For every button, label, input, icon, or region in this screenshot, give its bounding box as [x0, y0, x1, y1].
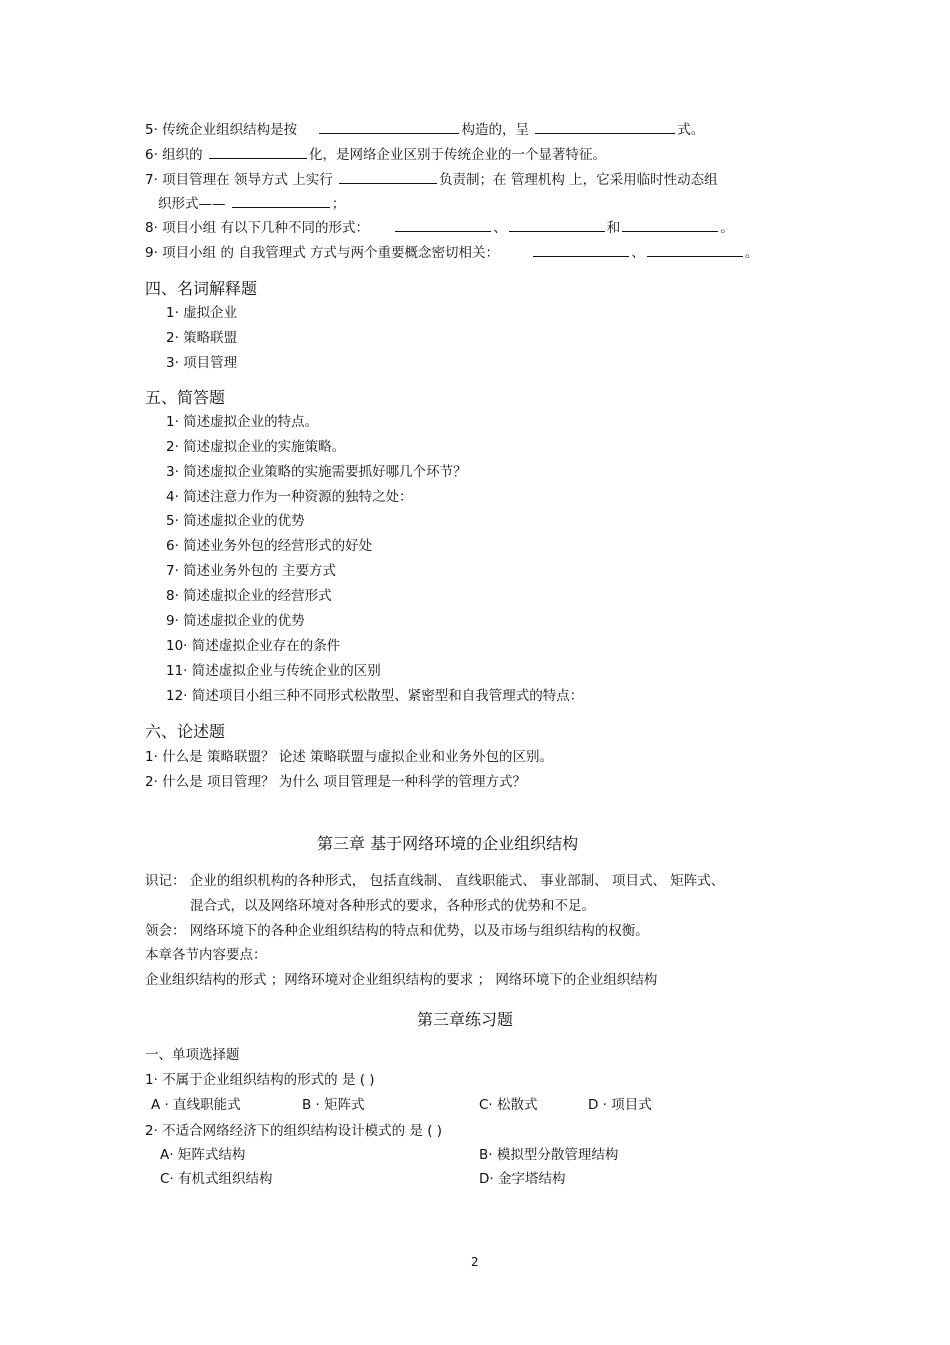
question-2: 2· 不适合网络经济下的组织结构设计模式的 是 ( ) — [145, 1123, 443, 1139]
fill-q5 — [145, 121, 704, 139]
page-number: 2 — [471, 1255, 479, 1269]
shiji-line-1: 识记： 企业的组织机构的各种形式， 包括直线制、 直线职能式、 事业部制、 项目式、 矩阵式、 — [145, 873, 725, 889]
section4-item: 1· 虚拟企业 — [166, 305, 238, 321]
q1-option-c: C· 松散式 — [479, 1097, 538, 1113]
section5-item: 5· 简述虚拟企业的优势 — [166, 513, 305, 529]
section5-item: 12· 简述项目小组三种不同形式松散型、紧密型和自我管理式的特点： — [166, 688, 584, 704]
fill-q8 — [145, 219, 734, 237]
fill-q7-text-d: ； — [331, 196, 346, 212]
section5-item: 7· 简述业务外包的 主要方式 — [166, 563, 336, 579]
fill-q7 — [145, 171, 718, 189]
points-line: 企业组织结构的形式 ；网络环境对企业组织结构的要求 ； 网络环境下的企业组织结构 — [145, 972, 658, 988]
fill-q9-text-b: 、 — [631, 245, 645, 261]
section4-item: 2· 策略联盟 — [166, 330, 238, 346]
q1-option-d: D · 项目式 — [588, 1097, 652, 1113]
fill-q6-text-b: 化，是网络企业区别于传统企业的一个显著特征。 — [308, 147, 606, 163]
section5-item: 6· 简述业务外包的经营形式的好处 — [166, 538, 373, 554]
fill-q8-text-b: 、 — [493, 220, 507, 236]
section5-item: 4· 简述注意力作为一种资源的独特之处： — [166, 489, 413, 505]
fill-q7-text-a: 7· 项目管理在 领导方式 上实行 — [145, 172, 333, 188]
section4-heading: 四、名词解释题 — [145, 279, 258, 298]
blank-field — [319, 121, 459, 134]
fill-q5-text-a: 5· 传统企业组织结构是按 — [145, 122, 298, 138]
fill-q6 — [145, 146, 606, 164]
fill-q5-text-b: 构造的，呈 — [461, 122, 529, 138]
linghui-line: 领会： 网络环境下的各种企业组织结构的特点和优势，以及市场与组织结构的权衡。 — [145, 923, 649, 939]
points-label: 本章各节内容要点： — [145, 947, 267, 963]
blank-field — [395, 219, 491, 232]
question-1: 1· 不属于企业组织结构的形式的 是 ( ) — [145, 1072, 375, 1088]
section6-heading: 六、论述题 — [145, 722, 226, 741]
blank-field — [339, 171, 437, 184]
fill-q8-text-d: 。 — [720, 220, 734, 236]
fill-q5-text-c: 式。 — [677, 122, 705, 138]
q2-option-a: A· 矩阵式结构 — [160, 1147, 246, 1163]
q2-option-c: C· 有机式组织结构 — [160, 1171, 273, 1187]
blank-field — [535, 121, 675, 134]
fill-q9-text-c: 。 — [744, 245, 759, 261]
fill-q8-text-a: 8· 项目小组 有以下几种不同的形式： — [145, 220, 369, 236]
section5-item: 8· 简述虚拟企业的经营形式 — [166, 588, 332, 604]
blank-field — [533, 244, 629, 257]
fill-q6-text-a: 6· 组织的 — [145, 147, 203, 163]
section5-heading: 五、简答题 — [145, 388, 226, 407]
fill-q9-text-a: 9· 项目小组 的 自我管理式 方式与两个重要概念密切相关： — [145, 245, 500, 261]
q2-option-d: D· 金字塔结构 — [479, 1171, 566, 1187]
shiji-line-2: 混合式，以及网络环境对各种形式的要求，各种形式的优势和不足。 — [190, 898, 595, 914]
blank-field — [232, 195, 330, 208]
section4-item: 3· 项目管理 — [166, 355, 238, 371]
section5-item: 1· 简述虚拟企业的特点。 — [166, 414, 319, 430]
section5-item: 3· 简述虚拟企业策略的实施需要抓好哪几个环节？ — [166, 464, 467, 480]
section5-item: 9· 简述虚拟企业的优势 — [166, 613, 305, 629]
section6-item: 1· 什么是 策略联盟？ 论述 策略联盟与虚拟企业和业务外包的区别。 — [145, 749, 554, 765]
blank-field — [209, 146, 307, 159]
chapter-title: 第三章 基于网络环境的企业组织结构 — [317, 834, 579, 853]
section5-item: 11· 简述虚拟企业与传统企业的区别 — [166, 663, 381, 679]
exercises-section-heading: 一、单项选择题 — [145, 1047, 240, 1063]
blank-field — [509, 219, 605, 232]
section6-item: 2· 什么是 项目管理？ 为什么 项目管理是一种科学的管理方式？ — [145, 774, 527, 790]
blank-field — [622, 219, 718, 232]
q1-option-b: B · 矩阵式 — [302, 1097, 365, 1113]
section5-item: 10· 简述虚拟企业存在的条件 — [166, 638, 341, 654]
blank-field — [647, 244, 743, 257]
q2-option-b: B· 模拟型分散管理结构 — [479, 1147, 619, 1163]
fill-q7-text-b: 负责制；在 管理机构 上，它采用临时性动态组 — [439, 172, 718, 188]
section5-item: 2· 简述虚拟企业的实施策略。 — [166, 439, 346, 455]
fill-q8-text-c: 和 — [606, 220, 621, 236]
fill-q7-cont — [158, 195, 345, 213]
exercises-title: 第三章练习题 — [417, 1010, 514, 1029]
fill-q9 — [145, 244, 758, 262]
q1-option-a: A · 直线职能式 — [151, 1097, 241, 1113]
fill-q7-text-c: 织形式—— — [158, 196, 226, 212]
